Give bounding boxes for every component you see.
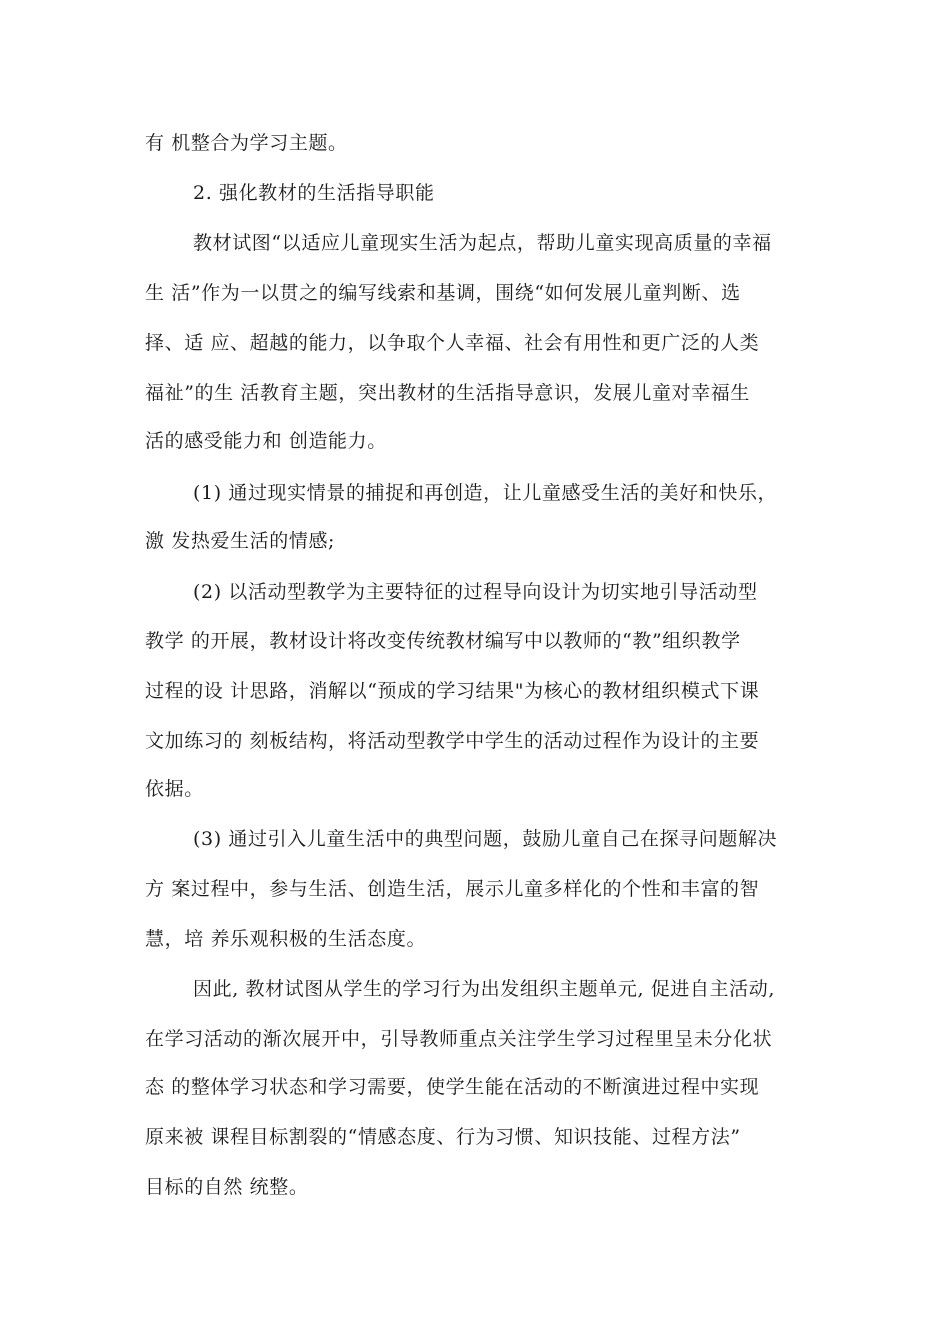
paragraph-line: 择、适 应、超越的能力，以争取个人幸福、社会有用性和更广泛的人类 <box>145 332 760 354</box>
list-item-line: (3) 通过引入儿童生活中的典型问题，鼓励儿童自己在探寻问题解决 <box>193 828 778 850</box>
list-item-line: (1) 通过现实情景的捕捉和再创造，让儿童感受生活的美好和快乐， <box>193 482 778 504</box>
paragraph-line: 态 的整体学习状态和学习需要，使学生能在活动的不断演进过程中实现 <box>145 1076 760 1098</box>
list-item-line: 过程的设 计思路，消解以“预成的学习结果"为核心的教材组织模式下课 <box>145 680 760 702</box>
section-heading: 2. 强化教材的生活指导职能 <box>193 182 435 204</box>
list-item-line: 依据。 <box>145 778 204 800</box>
paragraph-line: 活的感受能力和 创造能力。 <box>145 430 387 452</box>
list-item-line: 激 发热爱生活的情感; <box>145 530 336 552</box>
paragraph-line: 目标的自然 统整。 <box>145 1176 309 1198</box>
list-item-line: 慧，培 养乐观积极的生活态度。 <box>145 928 427 950</box>
paragraph-line: 因此, 教材试图从学生的学习行为出发组织主题单元, 促进自主活动, <box>193 978 775 1000</box>
paragraph-continuation-line: 有 机整合为学习主题。 <box>145 132 348 154</box>
list-item-line: 文加练习的 刻板结构，将活动型教学中学生的活动过程作为设计的主要 <box>145 730 760 752</box>
paragraph-line: 原来被 课程目标割裂的“情感态度、行为习惯、知识技能、过程方法” <box>145 1126 741 1148</box>
list-item-line: (2) 以活动型教学为主要特征的过程导向设计为切实地引导活动型 <box>193 581 758 603</box>
paragraph-line: 福祉”的生 活教育主题，突出教材的生活指导意识，发展儿童对幸福生 <box>145 382 750 404</box>
paragraph-line: 在学习活动的渐次展开中，引导教师重点关注学生学习过程里呈未分化状 <box>145 1028 773 1050</box>
list-item-line: 方 案过程中，参与生活、创造生活，展示儿童多样化的个性和丰富的智 <box>145 878 760 900</box>
list-item-line: 教学 的开展，教材设计将改变传统教材编写中以教师的“教”组织教学 <box>145 630 741 652</box>
paragraph-line: 生 活”作为一以贯之的编写线索和基调，围绕“如何发展儿童判断、选 <box>145 282 741 304</box>
paragraph-line: 教材试图“以适应儿童现实生活为起点，帮助儿童实现高质量的幸福 <box>193 232 772 254</box>
